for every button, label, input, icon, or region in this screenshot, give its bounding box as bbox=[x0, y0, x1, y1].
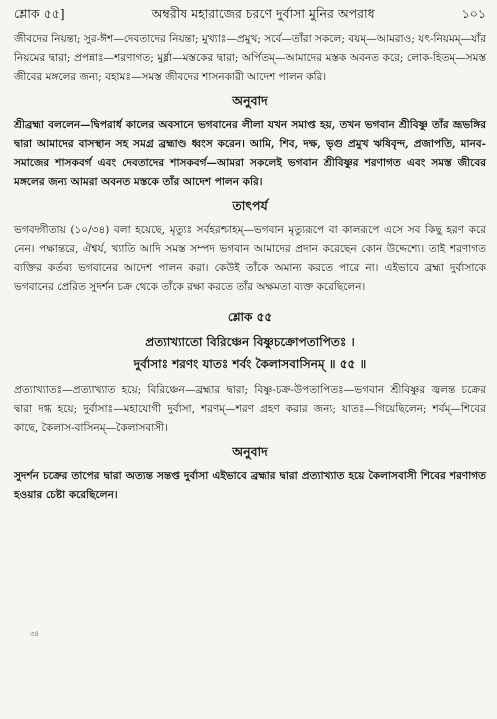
header-verse-ref: শ্লোক ৫৫] bbox=[14, 6, 65, 21]
translation-heading: অনুবাদ bbox=[232, 93, 268, 108]
translation-text: শ্রীব্রহ্মা বললেন—দ্বিপরার্ধ কালের অবসানে ভগবানের লীলা যখন সমাপ্ত হয়, তখন ভগবান শ্রীবিষ্ণু তাঁর ভ্রূভঙ্গির দ্বারা আমাদের বাসস্থান সহ সমগ্র ব্রহ্মাণ্ড ধ্বংস করেন। আমি, শিব, দক্ষ, ভৃগু প্রমুখ ঋষিবৃন্দ, প্রজাপতি, মানব-সমাজের শাসকবর্গ এবং দেবতাদের শাসকবর্গ—আমরা সকলেই ভগবান শ্রীবিষ্ণুর শরণাগত এবং সমস্ত জীবের মঙ্গলের জন্য আমরা অবনত মস্তকে তাঁর আদেশ পালন করি। bbox=[14, 119, 486, 188]
synonyms-text: প্রত্যাখ্যাতঃ—প্রত্যাখ্যাত হয়ে; বিরিঞ্চেন—ব্রহ্মার দ্বারা; বিষ্ণু-চক্র-উপতাপিতঃ—ভগবান শ্রীবিষ্ণুর জ্বলন্ত চক্রের দ্বারা দগ্ধ হয়ে; দুর্বাসাঃ—মহাযোগী দুর্বাসা, শরণম্—শরণ গ্রহণ করার জন্য; যাতঃ—গিয়েছিলেন; শর্বম্—শিবের কাছে, কৈলাস-বাসিনম্—কৈলাসবাসী। bbox=[14, 384, 486, 434]
running-header bbox=[14, 6, 486, 30]
translation-heading-2: অনুবাদ bbox=[232, 444, 268, 459]
translation-text-2: সুদর্শন চক্রের তাপের দ্বারা অত্যন্ত সন্তপ্ত দুর্বাসা এইভাবে ব্রহ্মার দ্বারা প্রত্যাখ্যাত হয়ে কৈলাসবাসী শিবের শরণাগত হওয়ার চেষ্টা করেছিলেন। bbox=[14, 470, 486, 501]
purport-heading: তাৎপর্য bbox=[232, 198, 268, 213]
book-page bbox=[14, 6, 486, 505]
corner-mark: ৩৪ bbox=[30, 630, 40, 638]
purport-text: ভগবদ্গীতায় (১০/৩৪) বলা হয়েছে, মৃত্যুঃ সর্বহরশ্চাহম্—ভগবান মৃত্যুরূপে বা কালরূপে এসে সব কিছু হরণ করে নেন। পক্ষান্তরে, ঐশ্বর্য, খ্যাতি আদি সমস্ত সম্পদ ভগবান আমাদের প্রদান করেছেন কোন উদ্দেশ্যে। তাই শরণাগত ব্যক্তির কর্তব্য ভগবানের আদেশ পালন করা। কেউই তাঁকে অমান্য করতে পারে না। এইভাবে ব্রহ্মা দুর্বাসাকে ভগবানের প্রেরিত সুদর্শন চক্র থেকে তাঁকে রক্ষা করতে তাঁর অক্ষমতা ব্যক্ত করেছিলেন। bbox=[14, 224, 486, 293]
page-number: ১০১ bbox=[461, 6, 486, 21]
header-title: অম্বরীষ মহারাজের চরণে দুর্বাসা মুনির অপরাধ bbox=[151, 6, 375, 21]
verse-block bbox=[14, 309, 486, 375]
verse-line-2: দুর্বাসাঃ শরণং যাতঃ শর্বং কৈলাসবাসিনম্ ॥ ৫৫ ॥ bbox=[133, 357, 367, 371]
synonyms-continued: জীবদের নিয়ন্তা; সুর-ঈশ—দেবতাদের নিয়ন্তা; মুখ্যাঃ—প্রমুখ; সর্বে—তাঁরা সকলে; বয়ম্—আমরাও; যৎ-নিয়মম্—যাঁর নিয়মের দ্বারা; প্রপন্নাঃ—শরণাগত; মুর্ধ্না—মস্তকের দ্বারা; অর্পিতম্—আমাদের মস্তক অবনত করে; লোক-হিতম্—সমস্ত জীবের মঙ্গলের জন্য; বহামঃ—সমস্ত জীবদের শাসনকারী আদেশ পালন করি। bbox=[14, 33, 486, 83]
verse-line-1: প্রত্যাখ্যাতো বিরিঞ্চেন বিষ্ণুচক্রোপতাপিতঃ । bbox=[145, 335, 355, 349]
verse-number: শ্লোক ৫৫ bbox=[227, 310, 273, 324]
